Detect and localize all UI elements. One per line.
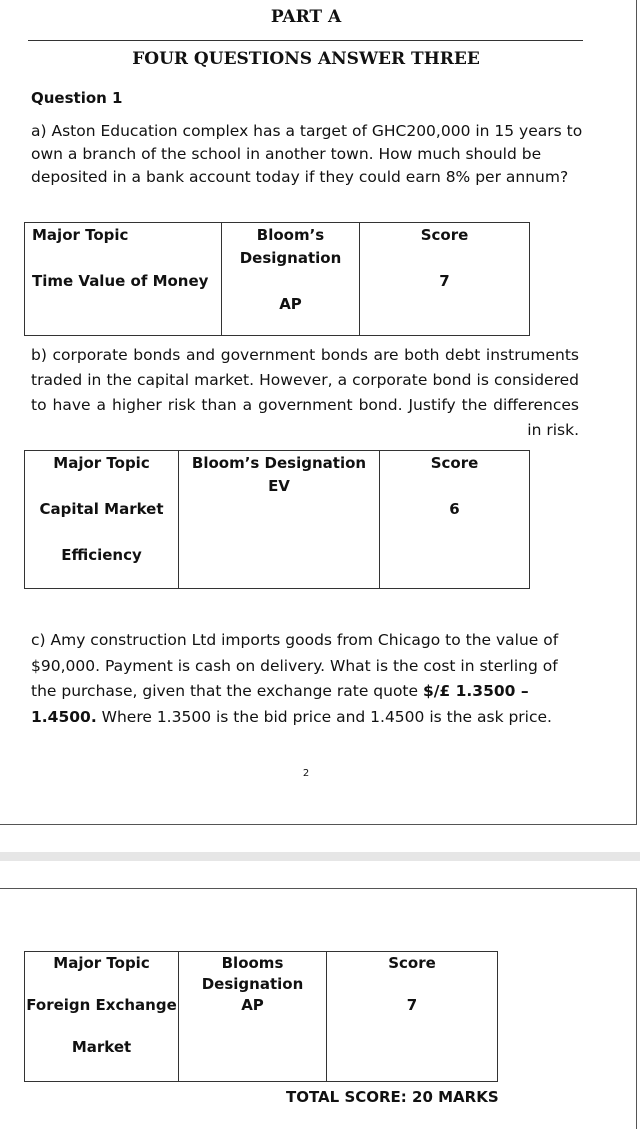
score-value: 7 [439,272,450,290]
question-c-text [31,628,587,730]
topic-value-line1: Capital Market [39,500,164,518]
question-c-tail: Where 1.3500 is the bid price and 1.4500 is the ask price. [101,707,552,726]
bloom-header-line1: Bloom’s [256,226,325,244]
score-cell [360,223,530,336]
bloom-header-line1: Blooms [221,954,284,972]
topic-header: Major Topic [32,226,129,244]
score-header: Score [388,954,436,972]
topic-cell [25,451,179,589]
bloom-header-line2: Designation [201,975,304,993]
question-c-rubric-table [24,951,498,1082]
page-number: 2 [302,768,310,779]
bloom-header-line2: Designation [239,249,342,267]
topic-header: Major Topic [53,454,150,472]
topic-value-line2: Efficiency [61,546,142,564]
score-header: Score [420,226,469,244]
bloom-header: Bloom’s Designation [191,454,367,472]
part-title: PART A [270,7,342,27]
score-cell [327,952,498,1082]
bloom-cell [179,952,327,1082]
question-b-text: b) corporate bonds and government bonds are both debt instruments traded in the capital market. However, a corporate bond is considered to have a higher risk than a government bond. Justify the differences in risk. [31,346,579,439]
question-heading: Question 1 [31,89,123,107]
topic-cell [25,952,179,1082]
question-a-rubric-table [24,222,530,336]
bloom-value: EV [268,477,290,495]
score-header: Score [430,454,479,472]
topic-value: Time Value of Money [32,272,209,290]
question-c-body: c) Amy construction Ltd imports goods from Chicago to the value of $90,000. Payment is cash on delivery. What is the cost in sterling of the purchase, given that the exchange rate quote [31,631,559,700]
score-value: 6 [449,500,460,518]
topic-header: Major Topic [53,954,150,972]
question-a-text: a) Aston Education complex has a target of GHC200,000 in 15 years to own a branch of the school in another town. How much should be deposited in a bank account today if they could earn 8% per annum? [31,122,583,186]
score-cell [380,451,530,589]
bloom-cell [179,451,380,589]
exchange-rate-quote: $/£ 1.3500 – 1.4500. [31,682,529,726]
topic-cell [25,223,222,336]
topic-value-line2: Market [71,1038,132,1056]
instruction-title: FOUR QUESTIONS ANSWER THREE [132,49,480,69]
page-separator [0,852,640,861]
question-b-rubric-table [24,450,530,589]
topic-value-line1: Foreign Exchange [26,996,177,1014]
title-divider [28,40,583,41]
bloom-value: AP [279,295,302,313]
bloom-cell [222,223,360,336]
total-score: TOTAL SCORE: 20 MARKS [286,1088,499,1106]
score-value: 7 [406,996,418,1014]
bloom-value: AP [241,996,264,1014]
